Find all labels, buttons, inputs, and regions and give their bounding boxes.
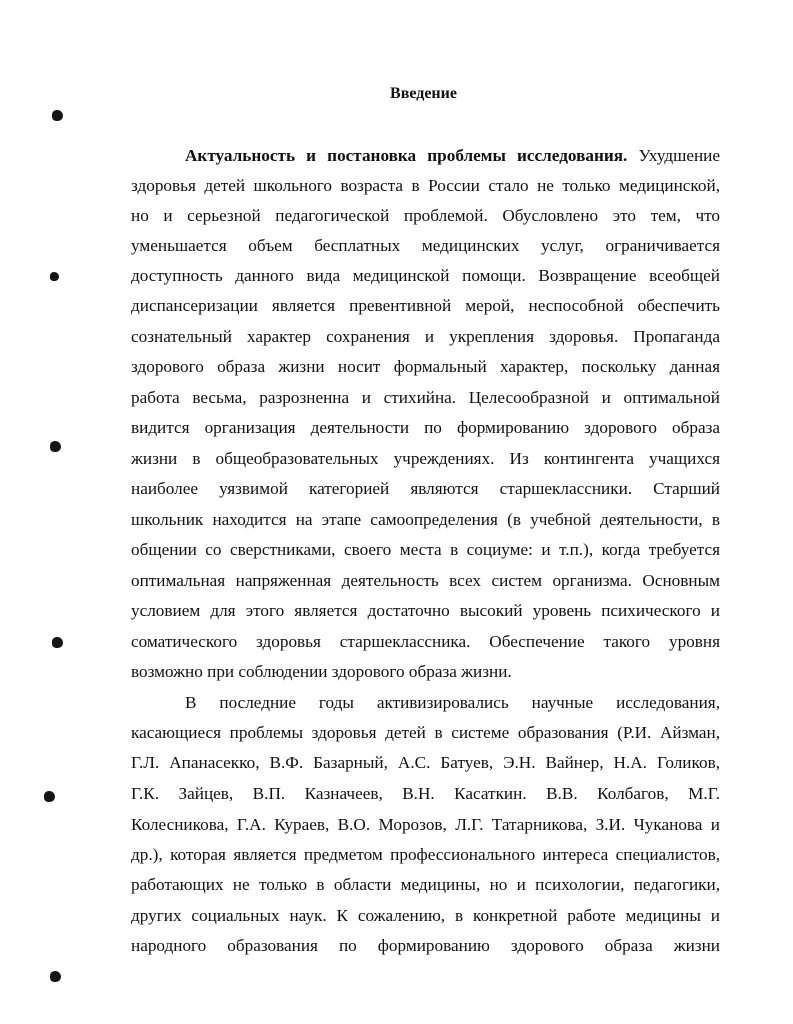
text-line: работающих не только в области медицины, но и психологии, педагогики, <box>131 875 720 894</box>
paragraph-1-first-line <box>185 141 720 171</box>
binding-hole-mark <box>44 791 55 802</box>
text-line: но и серьезной педагогической проблемой. Обусловлено это тем, что <box>131 206 720 225</box>
page-title: Введение <box>390 85 457 102</box>
paragraph-lead-heading: Актуальность и постановка проблемы исследования. <box>185 146 628 165</box>
binding-hole-mark <box>50 971 61 982</box>
text-line: др.), которая является предметом профессионального интереса специалистов, <box>131 845 720 864</box>
text-line: Г.Л. Апанасекко, В.Ф. Базарный, А.С. Батуев, Э.Н. Вайнер, Н.А. Голиков, <box>131 753 720 772</box>
text-line: касающиеся проблемы здоровья детей в системе образования (Р.И. Айзман, <box>131 723 720 742</box>
text-line: других социальных наук. К сожалению, в конкретной работе медицины и <box>131 906 720 925</box>
text-line: уменьшается объем бесплатных медицинских услуг, ограничивается <box>131 236 720 255</box>
text-line: здоровья детей школьного возраста в России стало не только медицинской, <box>131 176 720 195</box>
text-line: здорового образа жизни носит формальный характер, поскольку данная <box>131 357 720 376</box>
binding-hole-mark <box>50 441 61 452</box>
text-line-last: возможно при соблюдении здорового образа жизни. <box>131 662 512 681</box>
text-line: работа весьма, разрозненна и стихийна. Целесообразной и оптимальной <box>131 388 720 407</box>
text-line: общении со сверстниками, своего места в социуме: и т.п.), когда требуется <box>131 540 720 559</box>
text-line: наиболее уязвимой категорией являются старшеклассники. Старший <box>131 479 720 498</box>
text-line: диспансеризации является превентивной мерой, неспособной обеспечить <box>131 296 720 315</box>
text-line: Г.К. Зайцев, В.П. Казначеев, В.Н. Касаткин. В.В. Колбагов, М.Г. <box>131 784 720 803</box>
text-line: оптимальная напряженная деятельность всех систем организма. Основным <box>131 571 720 590</box>
text-line: школьник находится на этапе самоопределения (в учебной деятельности, в <box>131 510 720 529</box>
text-line: доступность данного вида медицинской помощи. Возвращение всеобщей <box>131 266 720 285</box>
text-line: жизни в общеобразовательных учреждениях. Из контингента учащихся <box>131 449 720 468</box>
binding-hole-mark <box>52 637 63 648</box>
text-line: Колесникова, Г.А. Кураев, В.О. Морозов, Л.Г. Татарникова, З.И. Чуканова и <box>131 815 720 834</box>
binding-hole-mark <box>52 110 63 121</box>
text-line: видится организация деятельности по формированию здорового образа <box>131 418 720 437</box>
paragraph-2-first-line: В последние годы активизировались научные исследования, <box>185 693 720 712</box>
binding-hole-mark <box>50 272 59 281</box>
text-fragment: Ухудшение <box>627 146 720 165</box>
text-line: условием для этого является достаточно высокий уровень психического и <box>131 601 720 620</box>
text-line: народного образования по формированию здорового образа жизни <box>131 936 720 955</box>
text-line: сознательный характер сохранения и укрепления здоровья. Пропаганда <box>131 327 720 346</box>
text-line: соматического здоровья старшеклассника. Обеспечение такого уровня <box>131 632 720 651</box>
